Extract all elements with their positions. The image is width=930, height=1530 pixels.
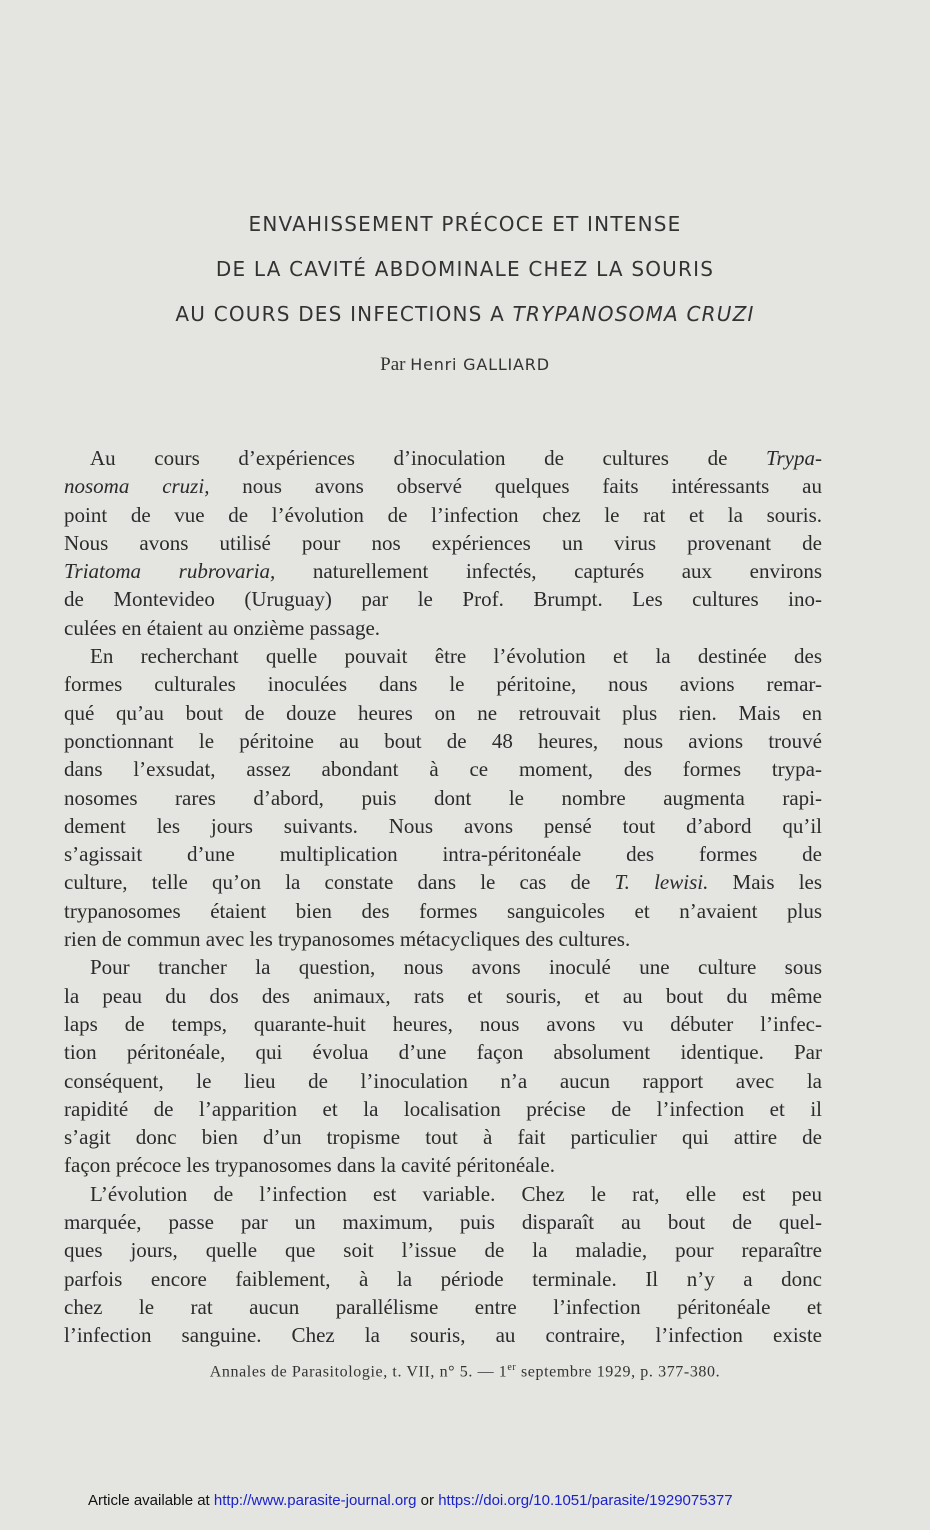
body-line: [64, 925, 822, 953]
title-line-3-prefix: AU COURS DES INFECTIONS A: [175, 302, 513, 326]
body-line-text: point de vue de l’évolution de l’infection chez le rat et la souris.: [64, 502, 822, 527]
body-line-text: culées en étaient au onzième passage.: [64, 615, 381, 640]
body-line: [64, 784, 822, 812]
body-line-text: parfois encore faiblement, à la période terminale. Il n’y a donc: [64, 1266, 822, 1291]
body-line-text: tion péritonéale, qui évolua d’une façon absolument identique. Par: [64, 1040, 822, 1065]
body-line: [64, 670, 822, 698]
availability-notice: [88, 1492, 733, 1509]
body-line-text: dans l’exsudat, assez abondant à ce moment, des formes trypa-: [64, 757, 822, 782]
body-line-text: L’évolution de l’infection est variable. Chez le rat, elle est peu: [90, 1181, 822, 1206]
journal-reference-prefix: Annales de Parasitologie, t. VII, n° 5. — 1: [209, 1363, 508, 1381]
body-line-after: naturellement infectés, capturés aux environs: [275, 559, 822, 584]
body-line-text: marquée, passe par un maximum, puis disparaît au bout de quel-: [64, 1210, 822, 1235]
body-line-text: conséquent, le lieu de l’inoculation n’a aucun rapport avec la: [64, 1068, 822, 1093]
body-line-text: Pour trancher la question, nous avons inoculé une culture sous: [90, 955, 822, 980]
body-line-italic: Triatoma rubrovaria,: [64, 559, 276, 584]
author-byline: [0, 354, 930, 376]
body-line-text: façon précoce les trypanosomes dans la cavité péritonéale.: [64, 1153, 555, 1178]
journal-link[interactable]: http://www.parasite-journal.org: [213, 1492, 417, 1509]
body-line-text: trypanosomes étaient bien des formes sanguicoles et n’avaient plus: [64, 898, 822, 923]
body-line: [64, 642, 822, 670]
byline-prefix: Par: [380, 354, 411, 375]
journal-reference-suffix: septembre 1929, p. 377-380.: [516, 1363, 721, 1381]
availability-prefix: Article available at: [88, 1492, 214, 1509]
body-line-italic: nosoma cruzi,: [64, 474, 210, 499]
body-line: [64, 953, 822, 981]
body-line-text: laps de temps, quarante-huit heures, nous avons vu débuter l’infec-: [64, 1011, 822, 1036]
body-line: [64, 1208, 822, 1236]
body-line: [64, 1293, 822, 1321]
body-line: [64, 840, 822, 868]
body-line: [64, 557, 822, 585]
body-line-after: nous avons observé quelques faits intéressants au: [209, 474, 823, 499]
body-line: [64, 727, 822, 755]
journal-reference: [0, 1362, 930, 1381]
body-line-text: Nous avons utilisé pour nos expériences un virus provenant de: [64, 530, 822, 555]
body-line: [64, 755, 822, 783]
body-line-text: Au cours d’expériences d’inoculation de cultures de: [90, 446, 766, 470]
body-line-text: culture, telle qu’on la constate dans le cas de: [64, 870, 615, 895]
body-line: [64, 1151, 822, 1179]
body-line-text: rapidité de l’apparition et la localisation précise de l’infection et il: [64, 1096, 822, 1121]
body-line-text: s’agissait d’une multiplication intra-péritonéale des formes de: [64, 842, 822, 867]
title-line-1: ENVAHISSEMENT PRÉCOCE ET INTENSE: [248, 212, 682, 236]
body-line-text: qué qu’au bout de douze heures on ne retrouvait plus rien. Mais en: [64, 700, 822, 725]
body-line-text: chez le rat aucun parallélisme entre l’infection péritonéale et: [64, 1294, 822, 1319]
body-line: [64, 1236, 822, 1264]
body-line-italic: T. lewisi.: [614, 870, 709, 895]
body-line-text: ponctionnant le péritoine au bout de 48 heures, nous avions trouvé: [64, 728, 822, 753]
body-line-text: l’infection sanguine. Chez la souris, au contraire, l’infection existe: [64, 1323, 822, 1348]
body-line: [64, 982, 822, 1010]
body-line-text: s’agit donc bien d’un tropisme tout à fait particulier qui attire de: [64, 1125, 822, 1150]
body-line: [64, 1038, 822, 1066]
author-name: Henri GALLIARD: [410, 355, 550, 374]
body-line: [64, 585, 822, 613]
body-line-text: de Montevideo (Uruguay) par le Prof. Brumpt. Les cultures ino-: [64, 587, 822, 612]
body-line: [64, 529, 822, 557]
body-line: [64, 1180, 822, 1208]
availability-middle: or: [416, 1492, 439, 1509]
body-line-text: formes culturales inoculées dans le péritoine, nous avions remar-: [64, 672, 822, 697]
body-line: [64, 1321, 822, 1349]
body-line: [64, 1265, 822, 1293]
body-line: [64, 444, 822, 472]
body-line-text: ques jours, quelle que soit l’issue de la maladie, pour reparaître: [64, 1238, 822, 1263]
body-line: [64, 472, 822, 500]
body-line: [64, 868, 822, 896]
doi-link[interactable]: https://doi.org/10.1051/parasite/1929075377: [438, 1492, 733, 1509]
body-line: [64, 1067, 822, 1095]
body-line: [64, 501, 822, 529]
body-line-italic: Trypa-: [765, 446, 822, 470]
body-line: [64, 812, 822, 840]
body-line-text: En recherchant quelle pouvait être l’évolution et la destinée des: [90, 644, 822, 669]
article-title: [60, 202, 870, 337]
article-body: [64, 444, 822, 1350]
title-line-2: DE LA CAVITÉ ABDOMINALE CHEZ LA SOURIS: [215, 257, 715, 281]
title-line-3: [60, 292, 870, 337]
body-line-text: la peau du dos des animaux, rats et souris, et au bout du même: [64, 983, 822, 1008]
body-line-text: rien de commun avec les trypanosomes métacycliques des cultures.: [64, 927, 631, 952]
journal-reference-sup: er: [507, 1362, 517, 1373]
body-line-text: nosomes rares d’abord, puis dont le nombre augmenta rapi-: [64, 785, 822, 810]
title-species-name: TRYPANOSOMA CRUZI: [512, 302, 755, 326]
body-line: [64, 699, 822, 727]
body-line: [64, 1123, 822, 1151]
body-line: [64, 897, 822, 925]
body-line-text: dement les jours suivants. Nous avons pensé tout d’abord qu’il: [64, 813, 822, 838]
body-line: [64, 1095, 822, 1123]
body-line: [64, 1010, 822, 1038]
body-line-after: Mais les: [708, 870, 823, 895]
body-line: [64, 614, 822, 642]
